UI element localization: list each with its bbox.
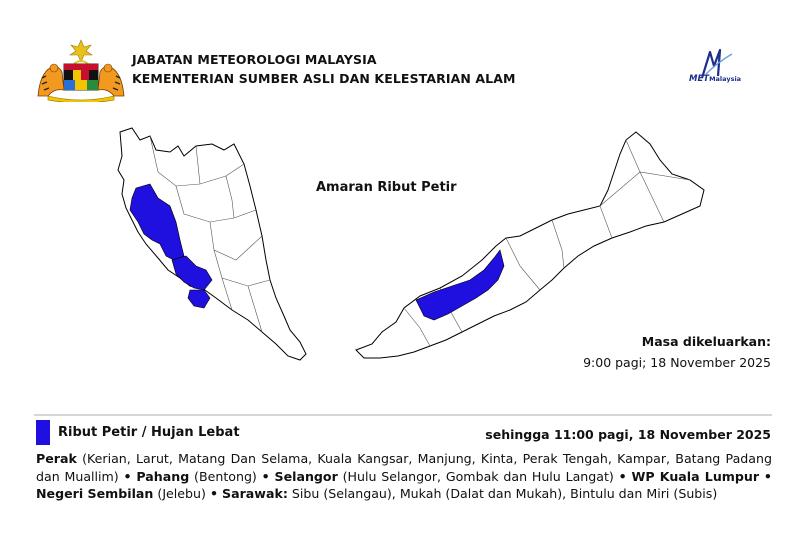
- area-state: Perak: [36, 451, 77, 466]
- east-malaysia-outline: [356, 132, 704, 358]
- area-state: Selangor: [274, 468, 338, 484]
- area-districts: (Jelebu): [157, 486, 206, 502]
- area-separator: •: [763, 468, 772, 484]
- area-state: WP Kuala Lumpur: [631, 468, 760, 484]
- area-state: Pahang: [136, 468, 190, 484]
- area-separator: •: [209, 486, 219, 502]
- area-districts: (Bentong): [194, 468, 257, 484]
- area-separator: •: [261, 468, 270, 484]
- area-districts: (Hulu Selangor, Gombak dan Hulu Langat): [342, 468, 614, 484]
- issued-time: 9:00 pagi; 18 November 2025: [583, 355, 771, 370]
- logo-text: MET: [689, 74, 710, 84]
- met-malaysia-logo-text: [689, 74, 741, 84]
- area-separator: •: [618, 468, 627, 484]
- affected-areas: [36, 450, 772, 503]
- area-districts: (Kerian, Larut, Matang Dan Selama, Kuala Kangsar, Manjung, Kinta, Perak Tengah, Kampar, Batang Padang dan Muallim): [36, 451, 772, 484]
- header: [34, 38, 774, 104]
- malaysia-coat-of-arms-icon: [34, 38, 128, 102]
- agency-name: JABATAN METEOROLOGI MALAYSIA: [132, 52, 377, 67]
- issued-label: Masa dikeluarkan:: [641, 334, 771, 349]
- area-districts: Sibu (Selangau), Mukah (Dalat dan Mukah), Bintulu dan Miri (Subis): [291, 486, 718, 502]
- area-state: Sarawak:: [222, 486, 288, 502]
- area-separator: •: [123, 468, 132, 484]
- peninsular-malaysia-outline: [118, 128, 306, 360]
- logo-text-small: Malaysia: [709, 75, 742, 83]
- warned-area-negeri-sembilan: [188, 290, 210, 308]
- map-title: Amaran Ribut Petir: [316, 180, 457, 195]
- ministry-name: KEMENTERIAN SUMBER ASLI DAN KELESTARIAN ALAM: [132, 71, 516, 86]
- valid-until: sehingga 11:00 pagi, 18 November 2025: [485, 427, 771, 442]
- warning-legend-swatch: [36, 420, 50, 445]
- area-state: Negeri Sembilan: [36, 486, 154, 502]
- divider: [34, 414, 772, 416]
- warning-type: Ribut Petir / Hujan Lebat: [58, 425, 240, 440]
